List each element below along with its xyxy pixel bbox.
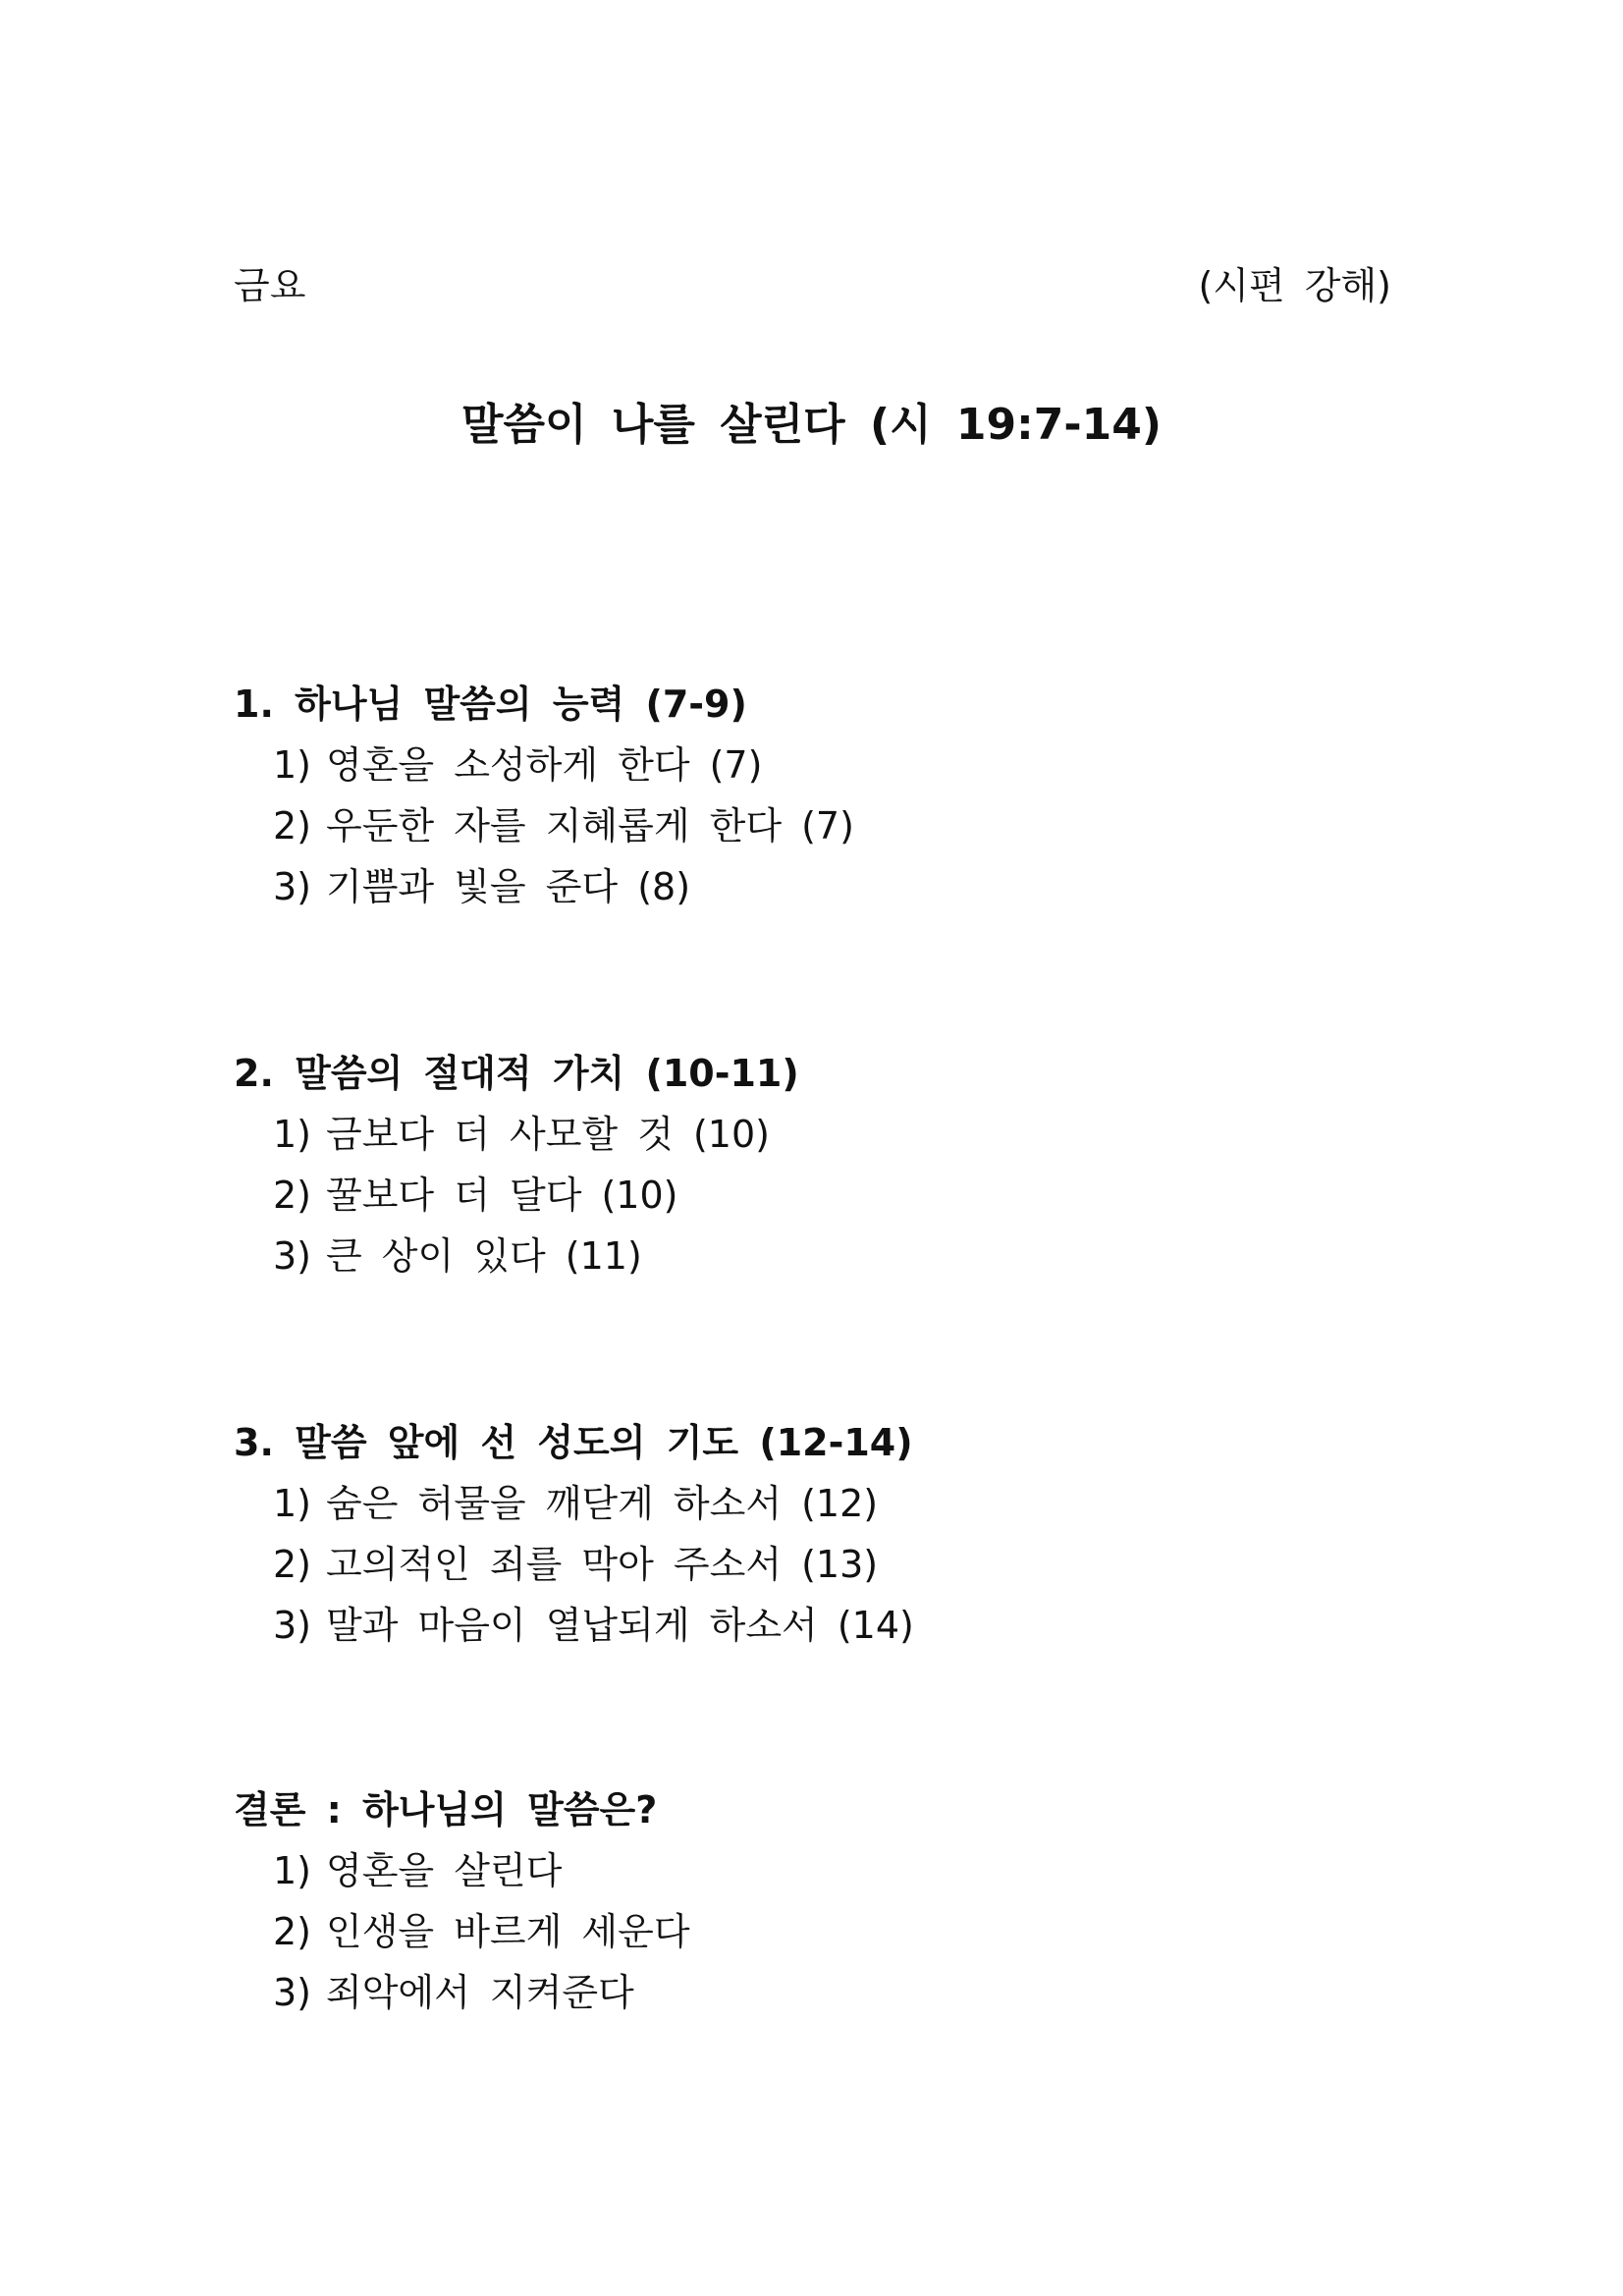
item-text: 영혼을 살린다	[326, 1849, 563, 1892]
list-item	[234, 1595, 1412, 1656]
section-2	[234, 1043, 1412, 1286]
item-text: 금보다 더 사모할 것 (10)	[326, 1113, 770, 1156]
list-item	[234, 1901, 1412, 1962]
item-text: 기쁨과 빛을 준다 (8)	[326, 865, 691, 908]
item-number: 3)	[273, 865, 312, 908]
header-day-label: 금요	[234, 264, 306, 307]
item-text: 말과 마음이 열납되게 하소서 (14)	[326, 1604, 914, 1647]
item-number: 2)	[273, 804, 312, 847]
item-text: 인생을 바르게 세운다	[326, 1910, 690, 1953]
list-item	[234, 1840, 1412, 1901]
item-text: 우둔한 자를 지혜롭게 한다 (7)	[326, 804, 854, 847]
section-heading: 1. 하나님 말씀의 능력 (7-9)	[234, 683, 747, 726]
item-number: 2)	[273, 1910, 312, 1953]
list-item	[234, 1165, 1412, 1226]
item-text: 영혼을 소성하게 한다 (7)	[326, 743, 763, 787]
section-3	[234, 1412, 1412, 1656]
list-item	[234, 795, 1412, 856]
item-text: 꿀보다 더 달다 (10)	[326, 1174, 678, 1217]
list-item	[234, 1104, 1412, 1165]
item-number: 1)	[273, 1849, 312, 1892]
item-number: 3)	[273, 1971, 312, 2014]
list-item	[234, 1226, 1412, 1286]
item-text: 죄악에서 지켜준다	[326, 1971, 634, 2014]
list-item	[234, 856, 1412, 917]
item-number: 2)	[273, 1174, 312, 1217]
section-conclusion	[234, 1779, 1412, 2023]
section-heading: 결론 : 하나님의 말씀은?	[234, 1788, 658, 1831]
item-text: 큰 상이 있다 (11)	[326, 1234, 642, 1278]
sermon-title: 말씀이 나를 살린다 (시 19:7-14)	[461, 400, 1162, 450]
list-item	[234, 1962, 1412, 2023]
section-1	[234, 674, 1412, 917]
item-number: 2)	[273, 1543, 312, 1586]
section-heading: 3. 말씀 앞에 선 성도의 기도 (12-14)	[234, 1421, 913, 1464]
item-text: 숨은 허물을 깨닫게 하소서 (12)	[326, 1482, 879, 1525]
section-heading: 2. 말씀의 절대적 가치 (10-11)	[234, 1052, 799, 1095]
list-item	[234, 1534, 1412, 1595]
item-number: 3)	[273, 1234, 312, 1278]
header-series-label: (시편 강해)	[1198, 264, 1391, 307]
item-text: 고의적인 죄를 막아 주소서 (13)	[326, 1543, 879, 1586]
item-number: 1)	[273, 1113, 312, 1156]
item-number: 3)	[273, 1604, 312, 1647]
item-number: 1)	[273, 1482, 312, 1525]
list-item	[234, 1473, 1412, 1534]
list-item	[234, 735, 1412, 795]
item-number: 1)	[273, 743, 312, 787]
